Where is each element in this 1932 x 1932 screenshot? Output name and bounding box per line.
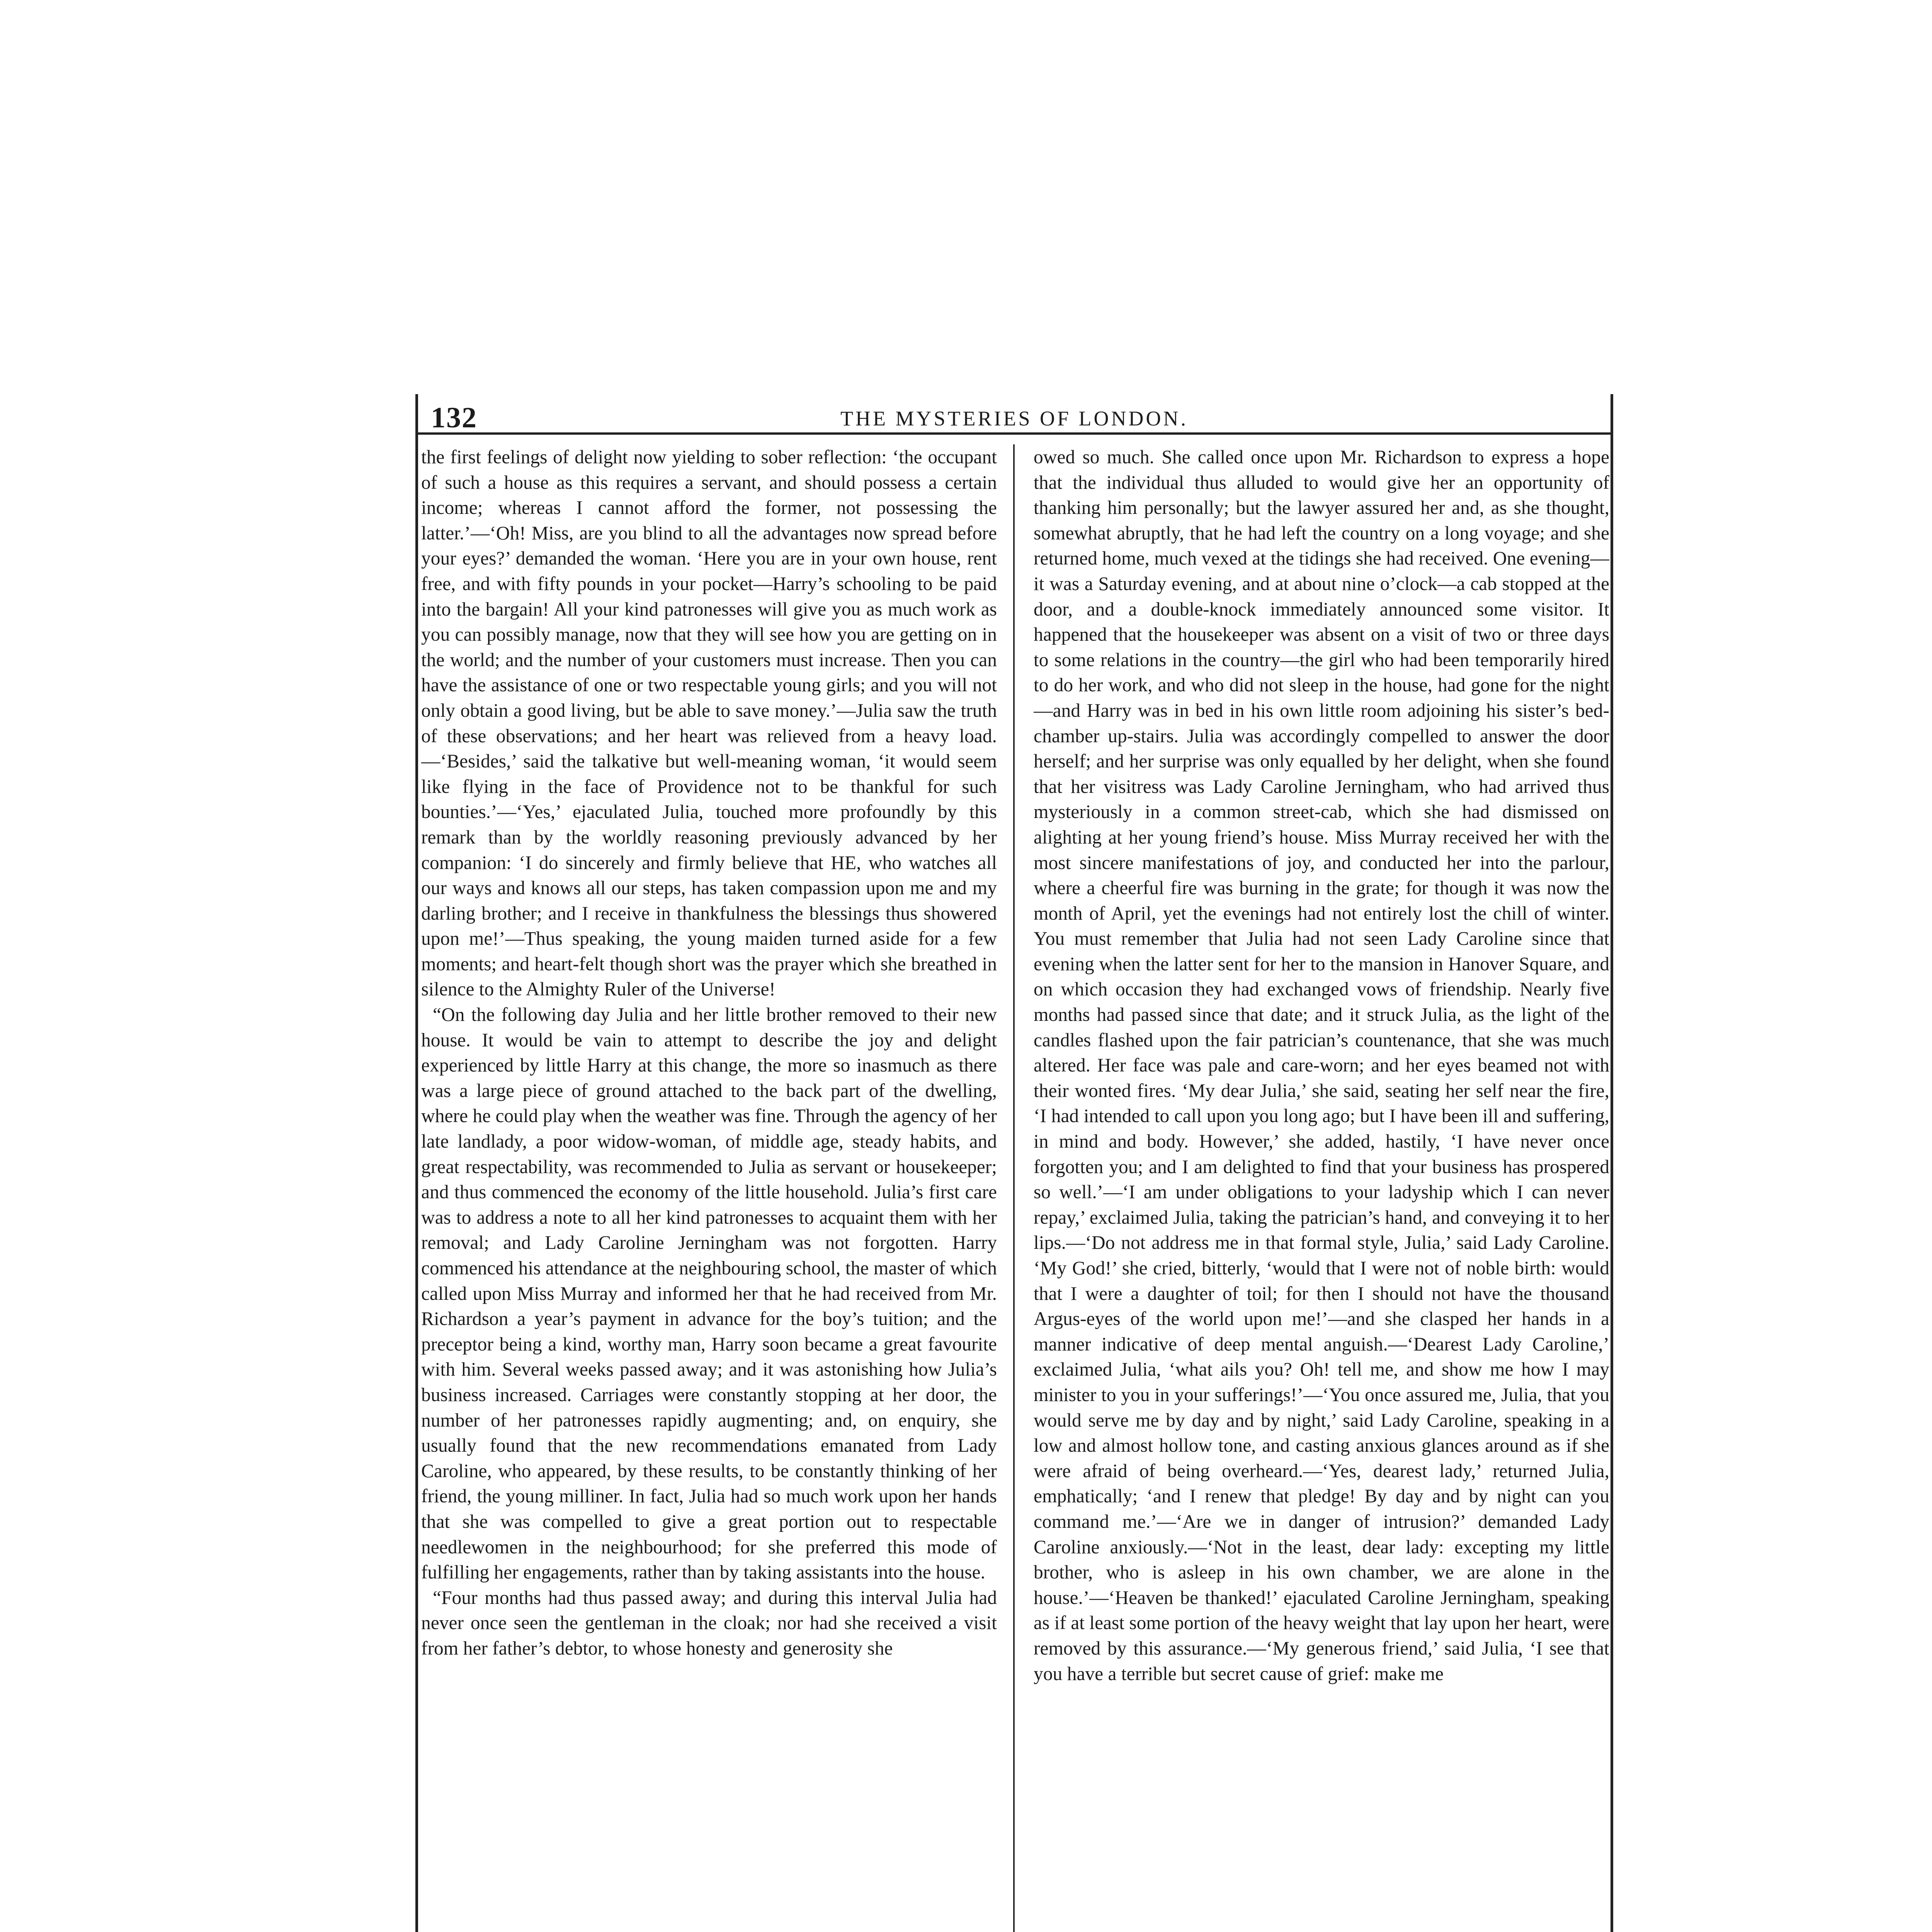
page-number: 132 bbox=[431, 401, 477, 434]
running-head bbox=[415, 398, 1613, 435]
column-divider bbox=[1013, 444, 1015, 1932]
right-column bbox=[1034, 444, 1609, 1932]
paragraph: “On the following day Julia and her little brother removed to their new house. It would be vain to attempt to describe the joy and delight experienced by little Harry at this change, the more so inasmuch as there was a large piece of ground attached to the back part of the dwelling, where he could play when the weather was fine. Through the agency of her late landlady, a poor widow-woman, of middle age, steady habits, and great respectability, was recommended to Julia as servant or housekeeper; and thus commenced the economy of the little household. Julia’s first care was to address a note to all her kind patronesses to acquaint them with her removal; and Lady Caroline Jerningham was not forgotten. Harry commenced his attendance at the neighbouring school, the master of which called upon Miss Murray and informed her that he had received from Mr. Richardson a year’s payment in advance for the boy’s tuition; and the preceptor being a kind, worthy man, Harry soon became a great favourite with him. Several weeks passed away; and it was astonishing how Julia’s business increased. Carriages were constantly stopping at her door, the number of her patronesses rapidly augmenting; and, on enquiry, she usually found that the new recommendations emanated from Lady Caroline, who appeared, by these results, to be constantly thinking of her friend, the young milliner. In fact, Julia had so much work upon her hands that she was compelled to give a great portion out to respectable needlewomen in the neighbourhood; for she preferred this mode of fulfilling her engagements, rather than by taking assistants into the house. bbox=[421, 1004, 997, 1583]
paragraph: the first feelings of delight now yielding to sober reflection: ‘the occupant of such a house as this requires a servant, and should possess a certain income; whereas I cannot afford the former, not possessing the latter.’—‘Oh! Miss, are you blind to all the advantages now spread before your eyes?’ demanded the woman. ‘Here you are in your own house, rent free, and with fifty pounds in your pocket—Harry’s schooling to be paid into the bargain! All your kind patronesses will give you as much work as you can possibly manage, now that they will see how you are getting on in the world; and the number of your customers must increase. Then you can have the assistance of one or two respectable young girls; and you will not only obtain a good living, but be able to save money.’—Julia saw the truth of these observations; and her heart was relieved from a heavy load.—‘Besides,’ said the talkative but well-meaning woman, ‘it would seem like flying in the face of Providence not to be thankful for such bounties.’—‘Yes,’ ejaculated Julia, touched more profoundly by this remark than by the worldly reasoning previously advanced by her companion: ‘I do sincerely and firmly believe that HE, who watches all our ways and knows all our steps, has taken compassion upon me and my darling brother; and I receive in thankfulness the blessings thus showered upon me!’—Thus speaking, the young maiden turned aside for a few moments; and heart-felt though short was the prayer which she breathed in silence to the Almighty Ruler of the Universe! bbox=[421, 446, 997, 1000]
left-column bbox=[421, 444, 997, 1932]
paragraph: “Four months had thus passed away; and during this interval Julia had never once seen the gentleman in the cloak; nor had she received a visit from her father’s debtor, to whose honesty and generosity she bbox=[421, 1587, 997, 1659]
running-title: THE MYSTERIES OF LONDON. bbox=[840, 407, 1188, 430]
paragraph: owed so much. She called once upon Mr. Richardson to express a hope that the individual thus alluded to would give her an opportunity of thanking him personally; but the lawyer assured her and, as she thought, somewhat abruptly, that he had left the country on a long voyage; and she returned home, much vexed at the tidings she had received. One evening—it was a Saturday evening, and at about nine o’clock—a cab stopped at the door, and a double-knock immediately announced some visitor. It happened that the housekeeper was absent on a visit of two or three days to some relations in the country—the girl who had been temporarily hired to do her work, and who did not sleep in the house, had gone for the night—and Harry was in bed in his own little room adjoining his sister’s bed-chamber up-stairs. Julia was accordingly compelled to answer the door herself; and her surprise was only equalled by her delight, when she found that her visitress was Lady Caroline Jerningham, who had arrived thus mysteriously in a common street-cab, which she had dismissed on alighting at her young friend’s house. Miss Murray received her with the most sincere manifestations of joy, and conducted her into the parlour, where a cheerful fire was burning in the grate; for though it was now the month of April, yet the evenings had not entirely lost the chill of winter. You must remember that Julia had not seen Lady Caroline since that evening when the latter sent for her to the mansion in Hanover Square, and on which occasion they had exchanged vows of friendship. Nearly five months had passed since that date; and it struck Julia, as the light of the candles flashed upon the fair patrician’s countenance, that she was much altered. Her face was pale and care-worn; and her eyes beamed not with their wonted fires. ‘My dear Julia,’ she said, seating her self near the fire, ‘I had intended to call upon you long ago; but I have been ill and suffering, in mind and body. However,’ she added, hastily, ‘I have never once forgotten you; and I am delighted to find that your business has prospered so well.’—‘I am under obligations to your ladyship which I can never repay,’ exclaimed Julia, taking the patrician’s hand, and conveying it to her lips.—‘Do not address me in that formal style, Julia,’ said Lady Caroline. ‘My God!’ she cried, bitterly, ‘would that I were not of noble birth: would that I were a daughter of toil; for then I should not have the thousand Argus-eyes of the world upon me!’—and she clasped her hands in a manner indicative of deep mental anguish.—‘Dearest Lady Caroline,’ exclaimed Julia, ‘what ails you? Oh! tell me, and show me how I may minister to you in your sufferings!’—‘You once assured me, Julia, that you would serve me by day and by night,’ said Lady Caroline, speaking in a low and almost hollow tone, and casting anxious glances around as if she were afraid of being overheard.—‘Yes, dearest lady,’ returned Julia, emphatically; ‘and I renew that pledge! By day and by night can you command me.’—‘Are we in danger of intrusion?’ demanded Lady Caroline anxiously.—‘Not in the least, dear lady: excepting my little brother, who is asleep in his own chamber, we are alone in the house.’—‘Heaven be thanked!’ ejaculated Caroline Jerningham, speaking as if at least some portion of the heavy weight that lay upon her heart, were removed by this assurance.—‘My generous friend,’ said Julia, ‘I see that you have a terrible but secret cause of grief: make me bbox=[1034, 446, 1609, 1684]
